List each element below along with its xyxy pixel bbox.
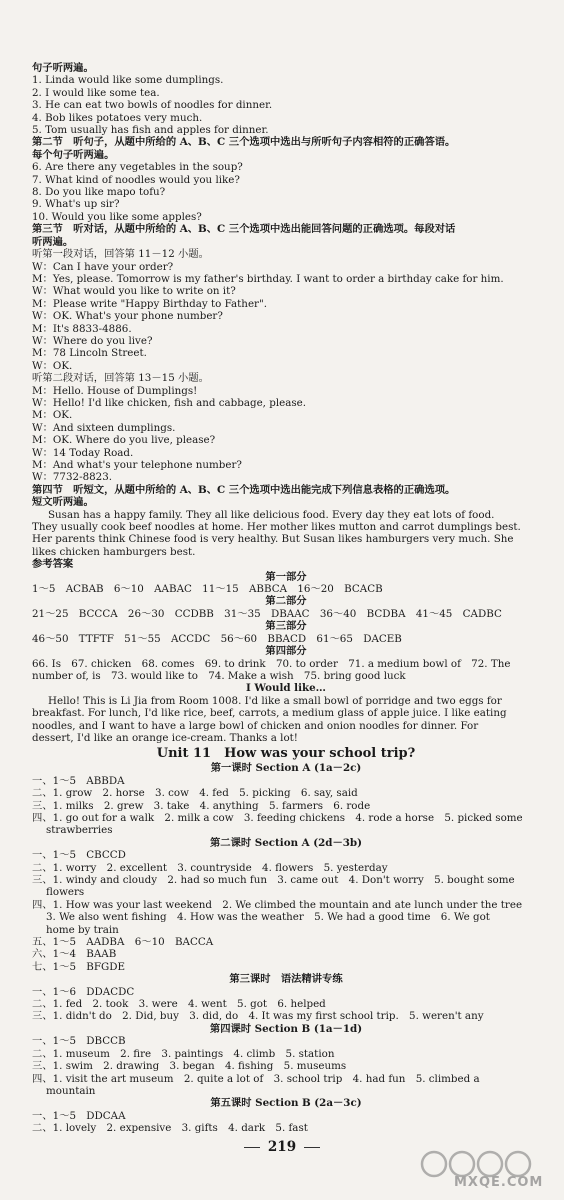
text-line: 2. I would like some tea. (32, 86, 160, 99)
text-line: 二、1. museum 2. fire 3. paintings 4. climb 5. station (32, 1047, 335, 1060)
text-line: 66. Is 67. chicken 68. comes 69. to drink 70. to order 71. a medium bowl of 72. The (32, 657, 511, 670)
text-line: 七、1～5 BFGDE (32, 960, 125, 973)
text-line: 一、1～5 CBCCD (32, 849, 126, 862)
text-line: strawberries (46, 824, 113, 837)
text-line: 3. We also went fishing 4. How was the weather 5. We had a good time 6. We got (46, 911, 490, 924)
text-line: 参考答案 (32, 558, 74, 571)
text-line: Susan has a happy family. They all like delicious food. Every day they eat lots of food. (48, 508, 495, 521)
text-line: 听两遍。 (32, 235, 74, 248)
text-line: 46～50 TTFTF 51～55 ACCDC 56～60 BBACD 61～65 DACEB (32, 632, 402, 645)
text-line: 二、1. lovely 2. expensive 3. gifts 4. dark 5. fast (32, 1122, 308, 1135)
text-line: 四、1. visit the art museum 2. quite a lot of 3. school trip 4. had fun 5. climbed a (32, 1072, 480, 1085)
section-heading: 第一课时 Section A (1a－2c) (210, 762, 362, 775)
section-heading: I Would like… (246, 682, 326, 695)
text-line: 7. What kind of noodles would you like? (32, 173, 240, 186)
text-line: 第四节 听短文，从题中所给的 A、B、C 三个选项中选出能完成下列信息表格的正确选项。 (32, 483, 456, 496)
watermark-logo (420, 1150, 548, 1190)
text-line: 一、1～6 DDACDC (32, 985, 135, 998)
unit-title: Unit 11 How was your school trip? (156, 746, 416, 762)
text-line: M：Please write "Happy Birthday to Father". (32, 297, 267, 310)
text-line: 四、1. How was your last weekend 2. We climbed the mountain and ate lunch under the tree (32, 898, 523, 911)
text-line: 1. Linda would like some dumplings. (32, 74, 224, 87)
section-heading: 第一部分 (265, 570, 307, 583)
text-line: 一、1～5 ABBDA (32, 774, 125, 787)
text-line: 9. What's up sir? (32, 198, 120, 211)
text-line: dessert, I'd like an orange ice-cream. Thanks a lot! (32, 731, 298, 744)
text-line: 21～25 BCCCA 26～30 CCDBB 31～35 DBAAC 36～40 BCDBA 41～45 CADBC (32, 607, 502, 620)
text-line: noodles, and I want to have a large bowl of chicken and onion noodles for dinner. For (32, 719, 479, 732)
text-line: 4. Bob likes potatoes very much. (32, 111, 203, 124)
text-line: 短文听两遍。 (32, 496, 94, 509)
text-line: 1～5 ACBAB 6～10 AABAC 11～15 ABBCA 16～20 BCACB (32, 583, 383, 596)
text-line: W：And sixteen dumplings. (32, 421, 176, 434)
text-line: 8. Do you like mapo tofu? (32, 186, 166, 199)
text-line: 每个句子听两遍。 (32, 148, 115, 161)
answer-page-content (32, 62, 540, 1135)
text-line: 五、1～5 AADBA 6～10 BACCA (32, 936, 214, 949)
text-line: 第三节 听对话，从题中所给的 A、B、C 三个选项中选出能回答问题的正确选项。每段对话 (32, 223, 456, 236)
text-line: W：Where do you live? (32, 334, 153, 347)
text-line: W：Can I have your order? (32, 260, 174, 273)
text-line: M：Hello. House of Dumplings! (32, 384, 198, 397)
section-heading: 第四部分 (265, 645, 307, 658)
section-heading: 第四课时 Section B (1a－1d) (209, 1022, 363, 1035)
text-line: M：78 Lincoln Street. (32, 347, 147, 360)
text-line: 二、1. grow 2. horse 3. cow 4. fed 5. picking 6. say, said (32, 787, 358, 800)
text-lines (32, 62, 540, 1135)
text-line: flowers (46, 886, 85, 899)
text-line: 听第一段对话，回答第 11－12 小题。 (32, 248, 209, 261)
text-line: W：OK. What's your phone number? (32, 310, 223, 323)
text-line: Hello! This is Li Jia from Room 1008. I'd like a small bowl of porridge and two eggs for (48, 694, 502, 707)
text-line: breakfast. For lunch, I'd like rice, beef, carrots, a medium glass of apple juice. I like eating (32, 707, 507, 720)
text-line: 5. Tom usually has fish and apples for dinner. (32, 124, 269, 137)
text-line: M：OK. Where do you live, please? (32, 434, 216, 447)
text-line: 听第二段对话，回答第 13－15 小题。 (32, 372, 209, 385)
watermark-icon (420, 1150, 548, 1178)
text-line: mountain (46, 1084, 96, 1097)
text-line: 六、1～4 BAAB (32, 948, 117, 961)
text-line: W：What would you like to write on it? (32, 285, 236, 298)
text-line: Her parents think Chinese food is very healthy. But Susan likes hamburgers very much. She (32, 533, 514, 546)
text-line: 二、1. fed 2. took 3. were 4. went 5. got 6. helped (32, 998, 326, 1011)
text-line: 四、1. go out for a walk 2. milk a cow 3. feeding chickens 4. rode a horse 5. picked some (32, 811, 523, 824)
text-line: M：It's 8833-4886. (32, 322, 132, 335)
section-heading: 第五课时 Section B (2a－3c) (210, 1097, 362, 1110)
text-line: 三、1. windy and cloudy 2. had so much fun 3. came out 4. Don't worry 5. bought some (32, 874, 515, 886)
text-line: 一、1～5 DDCAA (32, 1109, 126, 1122)
text-line: 三、1. milks 2. grew 3. take 4. anything 5. farmers 6. rode (32, 799, 371, 812)
text-line: 句子听两遍。 (32, 62, 94, 74)
text-line: W：7732-8823. (32, 471, 113, 484)
section-heading: 第三课时 语法精讲专练 (229, 973, 343, 986)
text-line: 10. Would you like some apples? (32, 210, 202, 223)
text-line: W：OK. (32, 359, 73, 372)
text-line: 第二节 听句子，从题中所给的 A、B、C 三个选项中选出与所听句子内容相符的正确答语。 (32, 136, 456, 149)
text-line: They usually cook beef noodles at home. Her mother likes mutton and carrot dumplings best. (32, 521, 521, 534)
text-line: home by train (46, 923, 119, 936)
watermark-text: MXQE.COM (454, 1175, 544, 1190)
text-line: W：Hello! I'd like chicken, fish and cabbage, please. (32, 396, 306, 409)
section-heading: 第三部分 (265, 620, 307, 633)
text-line: 三、1. didn't do 2. Did, buy 3. did, do 4. It was my first school trip. 5. weren't any (32, 1010, 484, 1023)
text-line: number of, is 73. would like to 74. Make a wish 75. bring good luck (32, 669, 406, 682)
section-heading: 第二课时 Section A (2d－3b) (210, 836, 362, 849)
text-line: likes chicken hamburgers best. (32, 545, 196, 558)
text-line: M：Yes, please. Tomorrow is my father's birthday. I want to order a birthday cake for him. (32, 272, 504, 285)
section-heading: 第二部分 (265, 595, 307, 608)
text-line: M：And what's your telephone number? (32, 459, 242, 471)
text-line: 6. Are there any vegetables in the soup? (32, 161, 243, 174)
text-line: 3. He can eat two bowls of noodles for dinner. (32, 99, 273, 112)
text-line: 二、1. worry 2. excellent 3. countryside 4. flowers 5. yesterday (32, 861, 388, 874)
page-number: 219 (0, 1139, 564, 1155)
text-line: M：OK. (32, 409, 73, 422)
text-line: 一、1～5 DBCCB (32, 1035, 126, 1048)
text-line: 三、1. swim 2. drawing 3. began 4. fishing 5. museums (32, 1060, 347, 1073)
text-line: W：14 Today Road. (32, 446, 134, 459)
